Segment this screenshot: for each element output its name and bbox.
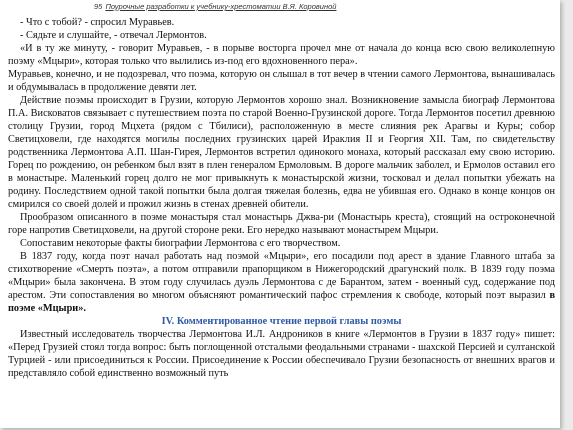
document-body [8,16,555,380]
dialogue-line: - Что с тобой? - спросил Муравьев. [20,17,175,28]
paragraph: Муравьев, конечно, и не подозревал, что поэма, которую он слышал в тот вечер в чтении самого Лермонтова, вынашивалась и обдумывалась в продолжение девяти лет. [8,69,555,93]
paragraph: Прообразом описанного в поэме монастыря стал монастырь Джва-ри (Монастырь креста), стоящий на остроконечной горе напротив Светицховели, на другой стороне реки. Его нередко называют монастырем Мцыри. [8,212,555,236]
paragraph-text: В 1837 году, когда поэт начал работать над поэмой «Мцыри», его посадили под арест в здание Главного штаба за стихотворение «Смерть поэта», а потом отправили прапорщиком в Нижегородский драгунский полк. В 1839 году поэма «Мцыри» была закончена. В этом году случилась дуэль Лермонтова с де Барантом, затем - военный суд, содержание под арестом. Эти сопоставления во многом объясняют романтический пафос стремления к свободе, который поэт выразил [8,251,555,301]
paragraph-bold-text: в поэме «Мцыри». [8,290,555,314]
paragraph: «И в ту же минуту, - говорит Муравьев, - в порыве восторга прочел мне от начала до конца всю свою великолепную поэму «Мцыри», которая только что вылились из-под его вдохновенного пера». [8,43,555,67]
paragraph: Известный исследователь творчества Лермонтова И.Л. Андроников в книге «Лермонтов в Грузии в 1837 году» пишет: «Перед Грузией стоял тогда вопрос: быть поглощенной отсталыми феодальными странами - шахской Персией и султанской Турцией - или присоединиться к России. Присоединение к России обеспечивало Грузии безопасность от внешних врагов и представляло собой единственно возможный путь [8,329,555,379]
page-header [94,2,336,11]
paragraph [8,250,555,315]
dialogue-line: - Сядьте и слушайте, - отвечал Лермонтов. [20,30,207,41]
running-title: Поурочные разработки к учебнику-хрестоматии В.Я. Коровиной [105,2,337,11]
paragraph: Действие поэмы происходит в Грузии, которую Лермонтов хорошо знал. Возникновение замысла биограф Лермонтова П.А. Висковатов связывает с путешествием поэта по старой Военно-Грузинской дороге. Тогда Лермонтов посетил древнюю столицу Грузии, город Мцхета (рядом с Тбилиси), расположенную в месте слияния рек Арагвы и Куры; собор Светицховели, где находятся могилы последних грузинских царей Ираклия II и Георгия XII. Там, по свидетельству родственника Лермонтова А.П. Шан-Гирея, Лермонтов встретил одинокого монаха, который рассказал ему свою историю. Горец по рождению, он ребенком был взят в плен генералом Ермоловым. В дороге мальчик заболел, и Ермолов оставил его в монастыре. Маленький горец долго не мог привыкнуть к монастырской жизни, тосковал и делал попытки убежать на родину. Последствием одной такой попытки была долгая тяжелая болезнь, едва не убившая его. Однако в конце концов он смирился со своей долей и прожил жизнь в стенах древней обители. [8,95,555,210]
page-number: 95 [94,2,103,11]
section-heading: IV. Комментированное чтение первой главы поэмы [161,316,402,327]
paragraph: Сопоставим некоторые факты биографии Лермонтова с его творчеством. [20,238,341,249]
